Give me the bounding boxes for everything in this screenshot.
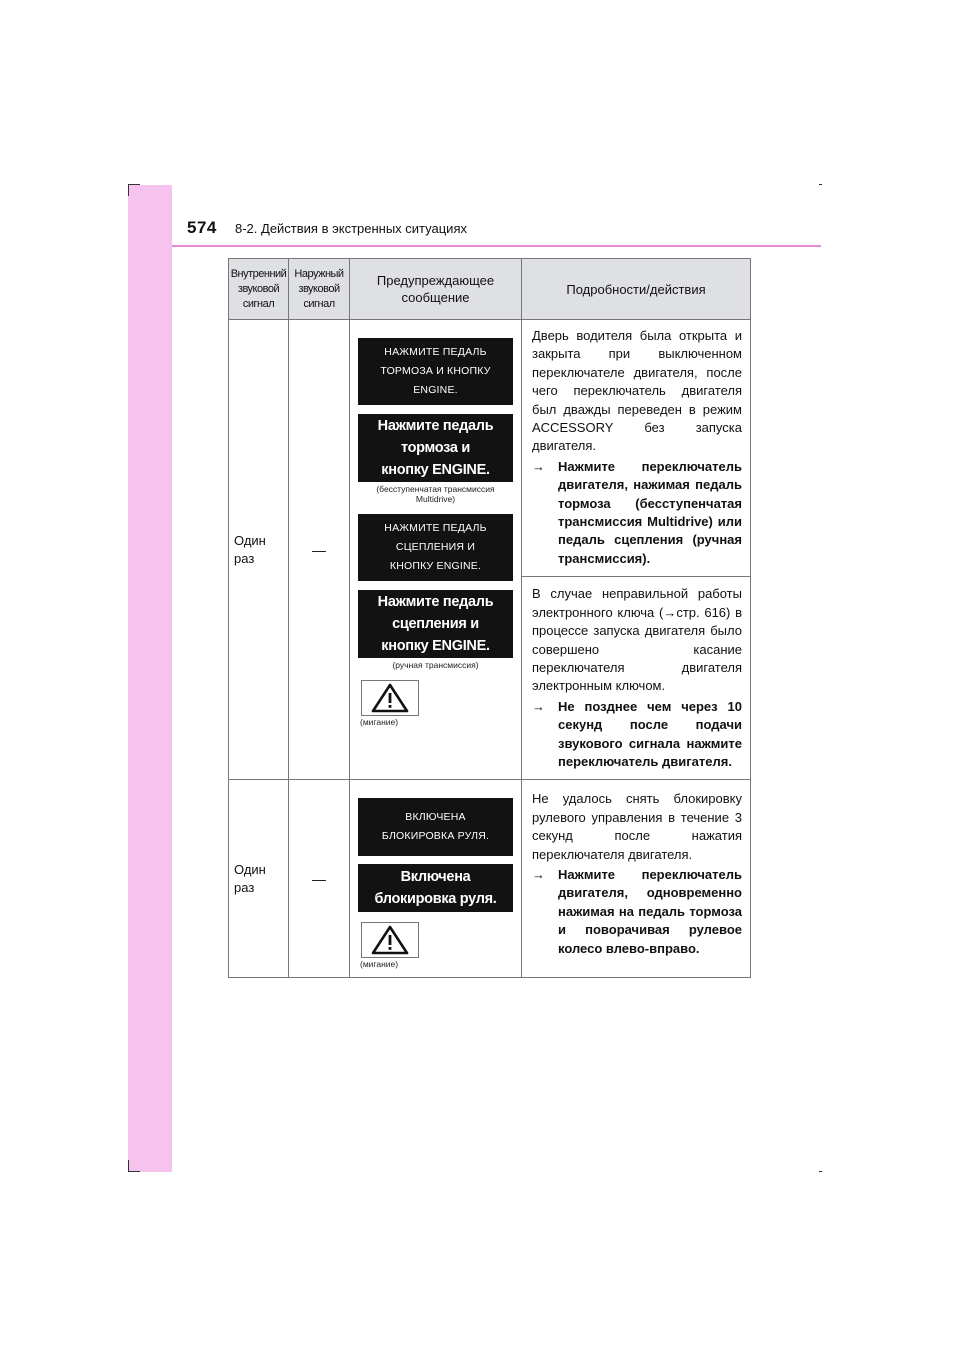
chapter-sidebar bbox=[128, 185, 172, 1172]
detail-text: Дверь водителя была открыта и закрыта при выключенном переключателе двигателя, после чего переключатель двигателя был дважды переведен в режим ACCESSORY без запуска двигателя. bbox=[532, 328, 742, 454]
external-buzzer-cell bbox=[289, 320, 350, 780]
arrow-icon: → bbox=[532, 866, 545, 882]
details-cell bbox=[522, 780, 751, 978]
arrow-icon: → bbox=[532, 458, 545, 474]
table-row bbox=[229, 780, 751, 978]
crop-mark bbox=[128, 184, 129, 196]
display-message: Нажмите педаль тормоза и кнопку ENGINE. bbox=[358, 414, 513, 482]
caption-flashing: (мигание) bbox=[360, 717, 399, 727]
detail-text: Не удалось снять блокировку рулевого управления в течение 3 секунд после нажатия переключателя двигателя. bbox=[532, 791, 742, 862]
table-row bbox=[229, 320, 751, 780]
detail-block bbox=[522, 780, 750, 966]
internal-buzzer-value: Один раз bbox=[234, 532, 266, 566]
detail-action bbox=[532, 866, 742, 958]
display-message-caps: ВКЛЮЧЕНА БЛОКИРОВКА РУЛЯ. bbox=[358, 798, 513, 856]
warning-indicator bbox=[361, 922, 419, 958]
detail-block bbox=[522, 576, 750, 779]
display-message-caps: НАЖМИТЕ ПЕДАЛЬ ТОРМОЗА И КНОПКУ ENGINE. bbox=[358, 338, 513, 405]
detail-action bbox=[532, 698, 742, 772]
arrow-icon: → bbox=[532, 698, 545, 714]
warning-triangle-icon bbox=[370, 924, 410, 956]
header-external-buzzer: Наружный звуковой сигнал bbox=[289, 259, 350, 320]
display-message: Включена блокировка руля. bbox=[358, 864, 513, 912]
details-cell bbox=[522, 320, 751, 780]
external-buzzer-value: — bbox=[312, 541, 326, 558]
display-message-caps: НАЖМИТЕ ПЕДАЛЬ СЦЕПЛЕНИЯ И КНОПКУ ENGINE. bbox=[358, 514, 513, 581]
header-internal-buzzer: Внутренний звуковой сигнал bbox=[229, 259, 289, 320]
detail-text: В случае неправильной работы электронного ключа (→стр. 616) в процессе запуска двигателя было совершено касание переключателя двигателя электронным ключом. bbox=[532, 586, 742, 694]
crop-mark bbox=[128, 184, 140, 185]
action-text: Нажмите переключатель двигателя, одновременно нажимая на педаль тормоза и поворачивая рулевое колесо влево-вправо. bbox=[558, 866, 742, 956]
crop-mark bbox=[819, 1171, 822, 1172]
header-rule bbox=[172, 245, 821, 247]
crop-mark bbox=[128, 1171, 140, 1172]
action-text: Нажмите переключатель двигателя, нажимая педаль тормоза (бесступенчатая трансмиссия Multidrive) или педаль сцепления (ручная трансмиссия). bbox=[558, 458, 742, 566]
warning-indicator bbox=[361, 680, 419, 716]
warning-table bbox=[228, 258, 751, 978]
internal-buzzer-value: Один раз bbox=[234, 861, 266, 895]
detail-action bbox=[532, 458, 742, 568]
external-buzzer-cell bbox=[289, 780, 350, 978]
action-text: Не позднее чем через 10 секунд после подачи звукового сигнала нажмите переключатель двигателя. bbox=[558, 698, 742, 769]
header-details: Подробности/действия bbox=[522, 259, 751, 320]
internal-buzzer-cell bbox=[229, 320, 289, 780]
section-title: 8-2. Действия в экстренных ситуациях bbox=[235, 221, 467, 236]
table-header-row bbox=[229, 259, 751, 320]
warning-message-cell bbox=[350, 320, 522, 780]
internal-buzzer-cell bbox=[229, 780, 289, 978]
detail-block bbox=[522, 320, 750, 576]
caption-manual: (ручная трансмиссия) bbox=[392, 660, 479, 670]
display-message: Нажмите педаль сцепления и кнопку ENGINE. bbox=[358, 590, 513, 658]
crop-mark bbox=[819, 184, 822, 185]
page-number: 574 bbox=[187, 218, 217, 237]
external-buzzer-value: — bbox=[312, 870, 326, 887]
warning-triangle-icon bbox=[370, 682, 410, 714]
header-warning-message: Предупреждающее сообщение bbox=[350, 259, 522, 320]
warning-message-cell bbox=[350, 780, 522, 978]
caption-flashing: (мигание) bbox=[360, 959, 399, 970]
caption-multidrive: (бесступенчатая трансмиссия Multidrive) bbox=[376, 484, 495, 504]
